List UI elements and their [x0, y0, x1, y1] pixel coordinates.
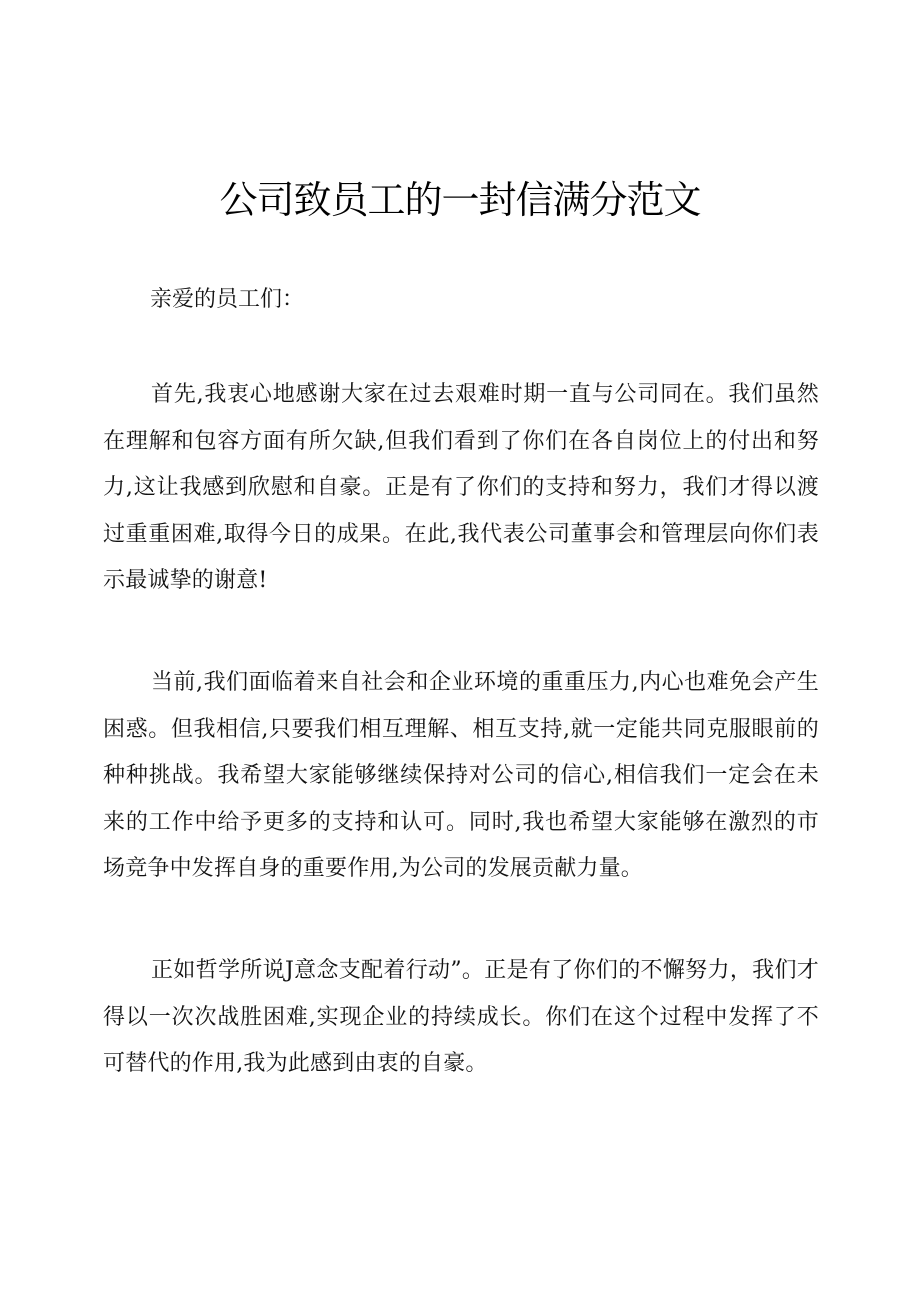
paragraph-2: 当前,我们面临着来自社会和企业环境的重重压力,内心也难免会产生困惑。但我相信,只要我们相互理解、相互支持,就一定能共同克服眼前的种种挑战。我希望大家能够继续保持对公司的信心,相信我们一定会在未来的工作中给予更多的支持和认可。同时,我也希望大家能够在激烈的市场竞争中发挥自身的重要作用,为公司的发展贡献力量。: [103, 670, 819, 882]
letter-greeting: 亲爱的员工们：: [150, 287, 305, 312]
paragraph-3: 正如哲学所说J意念支配着行动”。正是有了你们的不懈努力，我们才得以一次次战胜困难,实现企业的持续成长。你们在这个过程中发挥了不可替代的作用,我为此感到由衷的自豪。: [103, 958, 819, 1077]
paragraph-1: 首先,我衷心地感谢大家在过去艰难时期一直与公司同在。我们虽然在理解和包容方面有所欠缺,但我们看到了你们在各自岗位上的付出和努力,这让我感到欣慰和自豪。正是有了你们的支持和努力，我们才得以渡过重重困难,取得今日的成果。在此,我代表公司董事会和管理层向你们表示最诚挚的谢意!: [103, 382, 819, 594]
document-title: 公司致员工的一封信满分范文: [219, 178, 701, 222]
